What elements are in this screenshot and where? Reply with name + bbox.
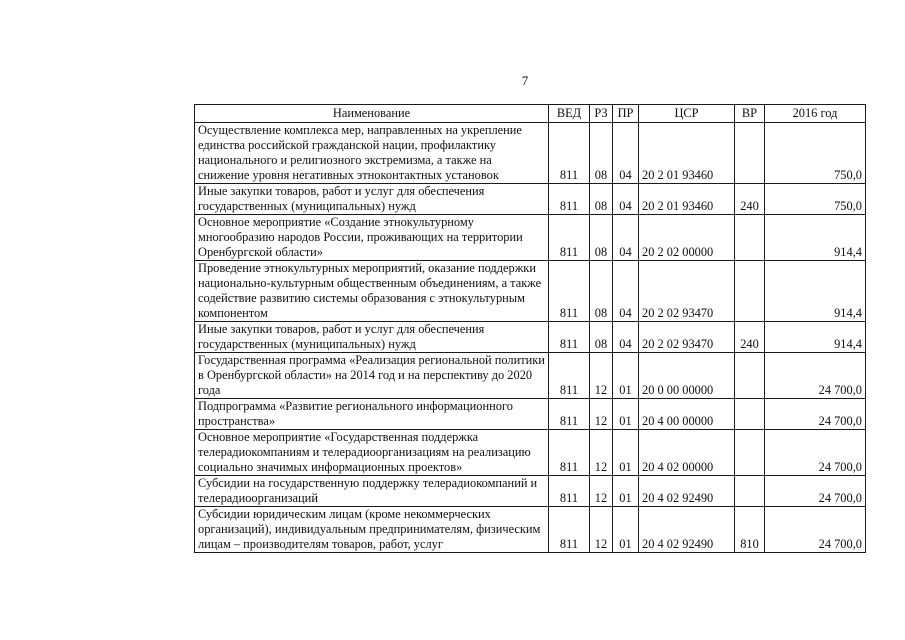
cell-csr: 20 2 01 93460 <box>639 123 735 184</box>
cell-vr: 810 <box>735 507 765 553</box>
cell-csr: 20 4 00 00000 <box>639 399 735 430</box>
cell-name: Осуществление комплекса мер, направленных на укрепление единства российской гражданской нации, профилактику национального и религиозного экстремизма, а также на снижение уровня негативных этноконтактных установок <box>195 123 549 184</box>
header-name: Наименование <box>195 105 549 123</box>
cell-vr <box>735 215 765 261</box>
cell-name: Основное мероприятие «Государственная поддержка телерадиокомпаниям и телерадиоорганизациям на реализацию социально значимых информационных проектов» <box>195 430 549 476</box>
cell-pr: 01 <box>613 430 639 476</box>
cell-ved: 811 <box>549 123 590 184</box>
cell-amount: 24 700,0 <box>765 430 866 476</box>
cell-rz: 12 <box>590 476 613 507</box>
cell-csr: 20 4 02 00000 <box>639 430 735 476</box>
table-row <box>195 261 866 322</box>
cell-ved: 811 <box>549 184 590 215</box>
cell-name: Иные закупки товаров, работ и услуг для обеспечения государственных (муниципальных) нужд <box>195 184 549 215</box>
cell-ved: 811 <box>549 261 590 322</box>
cell-amount: 750,0 <box>765 184 866 215</box>
cell-ved: 811 <box>549 476 590 507</box>
cell-ved: 811 <box>549 430 590 476</box>
cell-rz: 12 <box>590 399 613 430</box>
cell-name: Государственная программа «Реализация региональной политики в Оренбургской области» на 2014 год и на перспективу до 2020 года <box>195 353 549 399</box>
header-rz: РЗ <box>590 105 613 123</box>
cell-csr: 20 2 02 00000 <box>639 215 735 261</box>
cell-pr: 01 <box>613 353 639 399</box>
cell-pr: 04 <box>613 261 639 322</box>
header-pr: ПР <box>613 105 639 123</box>
cell-vr <box>735 430 765 476</box>
cell-name: Подпрограмма «Развитие регионального информационного пространства» <box>195 399 549 430</box>
table-row <box>195 184 866 215</box>
cell-vr <box>735 476 765 507</box>
table-row <box>195 123 866 184</box>
cell-csr: 20 2 02 93470 <box>639 322 735 353</box>
cell-pr: 01 <box>613 507 639 553</box>
cell-vr <box>735 399 765 430</box>
cell-ved: 811 <box>549 353 590 399</box>
cell-rz: 12 <box>590 353 613 399</box>
header-ved: ВЕД <box>549 105 590 123</box>
cell-csr: 20 2 01 93460 <box>639 184 735 215</box>
cell-rz: 08 <box>590 322 613 353</box>
cell-pr: 04 <box>613 184 639 215</box>
table-header-row <box>195 105 866 123</box>
table-row <box>195 507 866 553</box>
cell-csr: 20 0 00 00000 <box>639 353 735 399</box>
cell-pr: 01 <box>613 399 639 430</box>
cell-rz: 08 <box>590 215 613 261</box>
cell-ved: 811 <box>549 399 590 430</box>
cell-rz: 08 <box>590 123 613 184</box>
table-row <box>195 476 866 507</box>
cell-vr <box>735 123 765 184</box>
cell-pr: 04 <box>613 123 639 184</box>
cell-amount: 914,4 <box>765 215 866 261</box>
cell-ved: 811 <box>549 215 590 261</box>
cell-csr: 20 4 02 92490 <box>639 507 735 553</box>
cell-rz: 12 <box>590 430 613 476</box>
header-year: 2016 год <box>765 105 866 123</box>
cell-rz: 12 <box>590 507 613 553</box>
cell-name: Проведение этнокультурных мероприятий, оказание поддержки национально-культурным общественным объединениям, а также содействие развитию системы образования с этнокультурным компонентом <box>195 261 549 322</box>
cell-amount: 750,0 <box>765 123 866 184</box>
cell-name: Субсидии на государственную поддержку телерадиокомпаний и телерадиоорганизаций <box>195 476 549 507</box>
cell-amount: 24 700,0 <box>765 399 866 430</box>
cell-pr: 04 <box>613 215 639 261</box>
cell-name: Основное мероприятие «Создание этнокультурному многообразию народов России, проживающих на территории Оренбургской области» <box>195 215 549 261</box>
budget-table <box>194 104 866 553</box>
cell-ved: 811 <box>549 507 590 553</box>
table-row <box>195 215 866 261</box>
cell-pr: 04 <box>613 322 639 353</box>
cell-amount: 24 700,0 <box>765 476 866 507</box>
cell-amount: 914,4 <box>765 322 866 353</box>
cell-vr: 240 <box>735 322 765 353</box>
cell-vr <box>735 353 765 399</box>
header-vr: ВР <box>735 105 765 123</box>
table-row <box>195 399 866 430</box>
cell-csr: 20 4 02 92490 <box>639 476 735 507</box>
cell-name: Иные закупки товаров, работ и услуг для обеспечения государственных (муниципальных) нужд <box>195 322 549 353</box>
table-row <box>195 353 866 399</box>
page-number: 7 <box>521 73 529 88</box>
cell-pr: 01 <box>613 476 639 507</box>
cell-amount: 914,4 <box>765 261 866 322</box>
cell-vr: 240 <box>735 184 765 215</box>
cell-csr: 20 2 02 93470 <box>639 261 735 322</box>
table-row <box>195 430 866 476</box>
cell-amount: 24 700,0 <box>765 507 866 553</box>
cell-amount: 24 700,0 <box>765 353 866 399</box>
table-row <box>195 322 866 353</box>
cell-name: Субсидии юридическим лицам (кроме некоммерческих организаций), индивидуальным предпринимателям, физическим лицам – производителям товаров, работ, услуг <box>195 507 549 553</box>
cell-ved: 811 <box>549 322 590 353</box>
cell-rz: 08 <box>590 261 613 322</box>
cell-rz: 08 <box>590 184 613 215</box>
header-csr: ЦСР <box>639 105 735 123</box>
cell-vr <box>735 261 765 322</box>
